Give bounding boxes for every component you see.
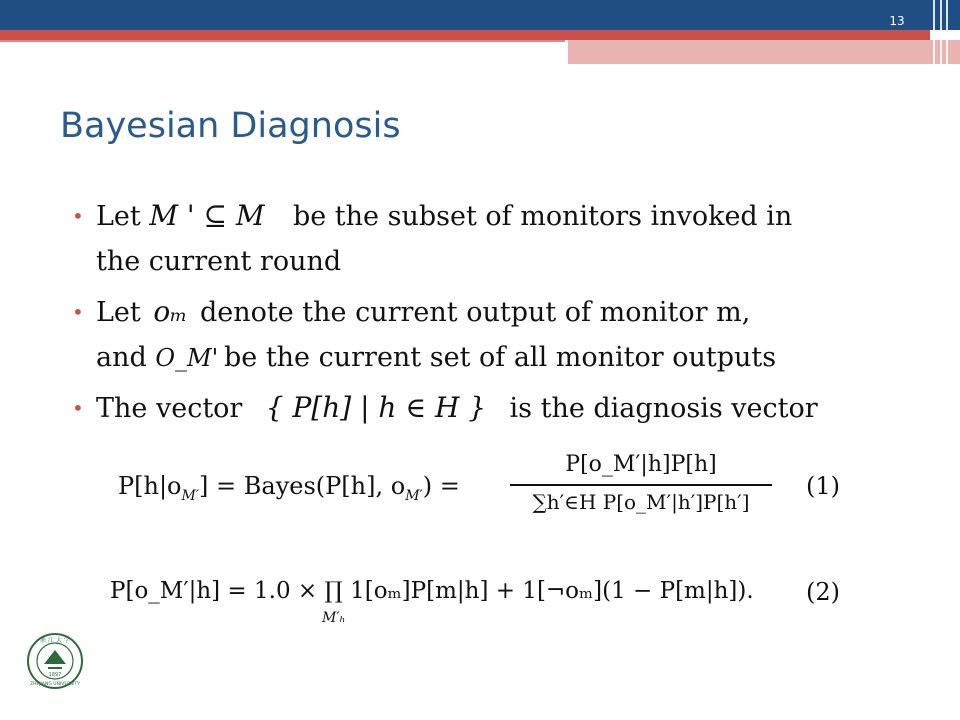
bullet-2-line2-post: be the current set of all monitor outputs <box>223 342 777 373</box>
equation-1-numerator: P[o_M′|h]P[h] <box>565 452 717 477</box>
eq1-mid-sub: M′ <box>405 487 423 504</box>
header-divider <box>933 0 935 64</box>
bullet-2-line2-math: O_M' <box>155 344 219 372</box>
equation-1-denominator: ∑h′∈H P[o_M′|h′]P[h′] <box>532 490 750 514</box>
bullet-1-math: M ' ⊆ M <box>149 199 265 232</box>
bullet-3-pre: The vector <box>96 393 243 424</box>
bullet-dot: • <box>72 204 84 228</box>
bullet-2 <box>96 292 936 333</box>
header-divider <box>940 0 942 64</box>
equation-1-lhs <box>118 472 460 504</box>
eq1-lhs-text: P[h|o <box>118 472 182 500</box>
bullet-2-math: oₘ <box>153 295 188 328</box>
slide-number: 13 <box>889 14 905 28</box>
slide-title: Bayesian Diagnosis <box>60 106 401 146</box>
bullet-1-pre: Let <box>96 201 141 232</box>
bullet-1 <box>96 196 916 237</box>
eq1-lhs-sub: M′ <box>181 487 200 504</box>
header-pink-bar <box>568 40 960 64</box>
bullet-3 <box>96 388 936 429</box>
bullet-dot: • <box>72 300 84 324</box>
bullet-1-line2: the current round <box>96 246 342 277</box>
header-blue-bar <box>0 0 960 30</box>
equation-2-under: M′ₕ <box>322 610 346 626</box>
equation-2-body: P[o_M′|h] = 1.0 × ∏ 1[oₘ]P[m|h] + 1[¬oₘ](1 − P[m|h]). <box>110 578 754 604</box>
svg-text:1897: 1897 <box>48 672 62 678</box>
equation-1-tag: (1) <box>806 472 840 500</box>
bullet-1-post: be the subset of monitors invoked in <box>292 201 793 232</box>
bullet-3-math: { P[h] | h ∈ H } <box>265 391 487 424</box>
bullet-2-line2 <box>96 338 946 378</box>
bullet-dot: • <box>72 396 84 420</box>
header-red-bar <box>0 30 930 40</box>
bullet-2-pre: Let <box>96 297 141 328</box>
header-thin-bar <box>0 40 565 42</box>
bullet-3-post: is the diagnosis vector <box>509 393 818 424</box>
header-divider <box>946 0 948 64</box>
svg-text:ZHEJIANG UNIVERSITY: ZHEJIANG UNIVERSITY <box>29 682 81 687</box>
university-seal-icon <box>26 632 84 690</box>
eq1-mid2-text: ) = <box>422 472 460 500</box>
bullet-2-line2-pre: and <box>96 342 147 373</box>
equation-1-fraction-bar <box>510 484 772 486</box>
equation-2-tag: (2) <box>806 578 840 606</box>
eq1-mid-text: ] = Bayes(P[h], o <box>199 472 406 500</box>
bullet-2-post: denote the current output of monitor m, <box>199 297 751 328</box>
svg-text:浙 江 大 学: 浙 江 大 学 <box>40 637 70 644</box>
